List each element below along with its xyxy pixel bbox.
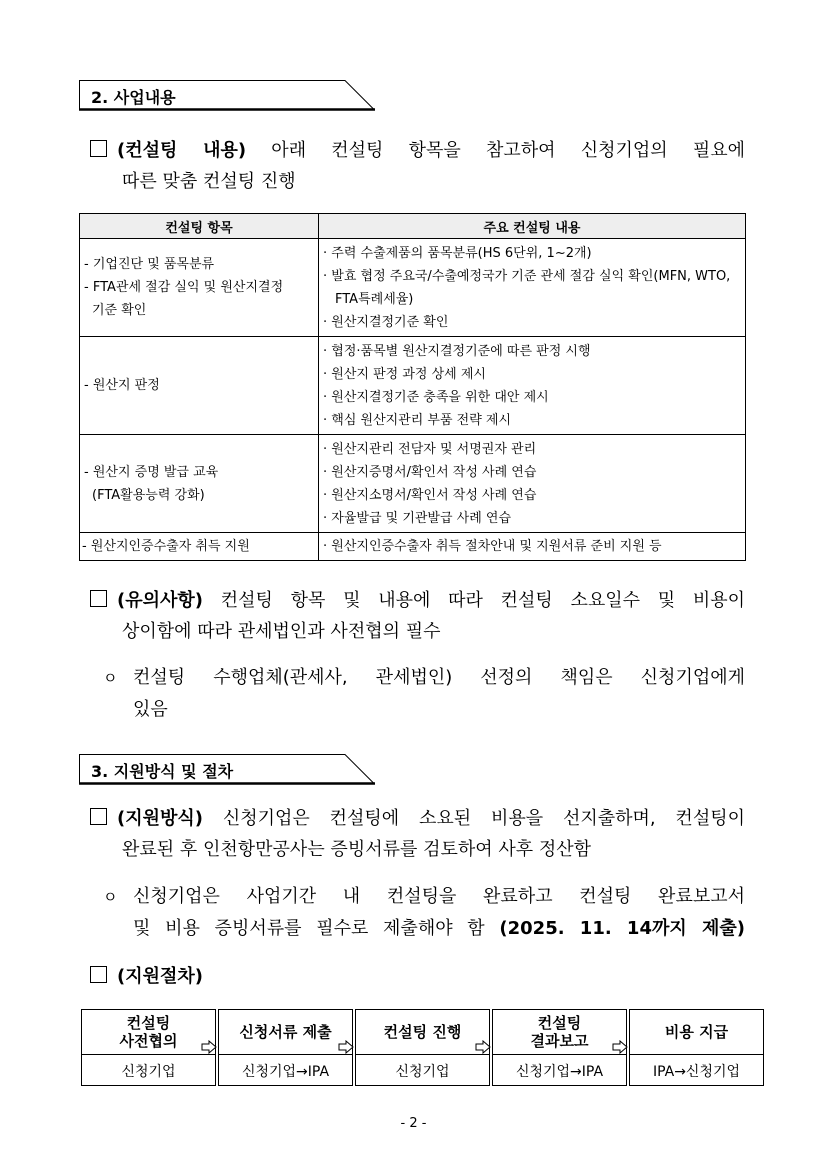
flow-step [218,1009,353,1086]
section-2-header [79,80,375,110]
notice-paragraph [90,585,745,647]
section-3-title: 3. 지원방식 및 절차 [91,762,234,781]
table-row [80,533,746,561]
checkbox-square-icon [90,590,107,607]
page-number: - 2 - [400,1116,427,1131]
detail-line: · 자율발급 및 기관발급 사례 연습 [323,510,512,526]
consult-label: (컨설팅 내용) [117,140,247,161]
section-2-title: 2. 사업내용 [91,88,176,107]
table-row [80,239,746,337]
flow-arrow-icon [338,1040,354,1054]
method-sub-line-1 [103,881,745,913]
item-line: - 원산지 증명 발급 교육 [84,464,219,480]
consult-line-2: 따른 맞춤 컨설팅 진행 [122,171,296,192]
method-sub-text-2: 및 비용 증빙서류를 필수로 제출해야 함 [133,918,500,939]
item-line: (FTA활용능력 강화) [92,487,205,503]
detail-line: · 핵심 원산지관리 부품 전략 제시 [323,412,512,428]
item-line: - 원산지 판정 [84,378,160,393]
method-text-1: 신청기업은 컨설팅에 소요된 비용을 선지출하며, 컨설팅이 [203,808,745,829]
detail-line: · 원산지결정기준 확인 [323,314,449,330]
notice-sub-line-2: 있음 [133,699,168,720]
section-3-header [79,754,375,784]
deadline-text: (2025. 11. 14까지 제출) [499,918,745,939]
table-cell-item [80,239,319,337]
procedure-line [90,961,745,992]
notice-label: (유의사항) [117,590,204,611]
flow-step-actor: 신청기업→IPA [241,1064,330,1080]
notice-sub-text-1: 컨설팅 수행업체(관세사, 관세법인) 선정의 책임은 신청기업에게 [133,667,745,688]
detail-line: · 발효 협정 주요국/수출예정국가 기준 관세 절감 실익 확인(MFN, WTO, FTA특례세율) [323,268,731,307]
circle-bullet-icon: ㅇ [103,669,118,687]
table-header-row [80,214,746,239]
item-line: - FTA관세 절감 실익 및 원산지결정 [84,280,284,295]
flow-step-title: 컨설팅 사전협의 [82,1010,215,1055]
table-cell-detail [319,533,746,561]
flow-step-title: 컨설팅 진행 [356,1010,489,1055]
notice-text-1: 컨설팅 항목 및 내용에 따라 컨설팅 소요일수 및 비용이 [203,590,745,611]
detail-line: · 원산지 판정 과정 상세 제시 [323,366,486,382]
consulting-table [79,213,746,561]
circle-bullet-icon: ㅇ [103,888,118,906]
consult-paragraph [90,135,745,197]
flow-step [355,1009,490,1086]
consult-line-1 [90,135,745,166]
notice-line-1 [90,585,745,616]
flow-step [629,1009,764,1086]
flow-arrow-icon [201,1040,217,1054]
table-row [80,337,746,435]
flow-step-actor: 신청기업→IPA [515,1064,604,1080]
method-paragraph [90,803,745,865]
notice-sub-line-1 [103,662,745,694]
method-sub-paragraph [103,881,745,944]
detail-line: · 원산지인증수출자 취득 절차안내 및 지원서류 준비 지원 등 [323,539,662,554]
method-label: (지원방식) [117,808,204,829]
detail-line: · 원산지소명서/확인서 작성 사례 연습 [323,487,537,503]
table-cell-detail [319,435,746,533]
procedure-paragraph [90,961,745,992]
detail-line: · 원산지관리 전담자 및 서명권자 관리 [323,441,537,457]
method-sub-text-1: 신청기업은 사업기간 내 컨설팅을 완료하고 컨설팅 완료보고서 [133,886,745,907]
procedure-flow [81,1009,747,1087]
consult-text-1: 아래 컨설팅 항목을 참고하여 신청기업의 필요에 [246,140,745,161]
detail-line: · 협정·품목별 원산지결정기준에 따른 판정 시행 [323,343,591,359]
table-row [80,435,746,533]
flow-step-title: 비용 지급 [630,1010,763,1055]
detail-line: · 원산지증명서/확인서 작성 사례 연습 [323,464,537,480]
flow-arrow-icon [612,1040,628,1054]
flow-step [81,1009,216,1086]
procedure-label: (지원절차) [117,966,204,987]
method-line-2: 완료된 후 인천항만공사는 증빙서류를 검토하여 사후 정산함 [122,839,592,860]
item-line: 기준 확인 [92,303,147,318]
flow-arrow-icon [475,1040,491,1054]
detail-line: · 원산지결정기준 충족을 위한 대안 제시 [323,389,549,405]
table-cell-detail [319,337,746,435]
notice-sub-paragraph [103,662,745,725]
detail-line: · 주력 수출제품의 품목분류(HS 6단위, 1~2개) [323,245,592,261]
flow-step-actor: 신청기업 [395,1064,450,1080]
table-header-content: 주요 컨설팅 내용 [319,214,746,239]
method-sub-line-2 [103,913,745,944]
table-cell-item [80,337,319,435]
table-cell-item [80,533,319,561]
flow-step [492,1009,627,1086]
flow-step-title: 컨설팅 결과보고 [493,1010,626,1055]
item-line: - 기업진단 및 품목분류 [84,257,215,272]
flow-step-actor: 신청기업 [121,1064,176,1080]
flow-step-actor: IPA→신청기업 [652,1064,741,1080]
table-cell-item [80,435,319,533]
table-cell-detail [319,239,746,337]
checkbox-square-icon [90,140,107,157]
item-line: - 원산지인증수출자 취득 지원 [82,539,250,554]
flow-step-title: 신청서류 제출 [219,1010,352,1055]
table-header-item: 컨설팅 항목 [80,214,319,239]
method-line-1 [90,803,745,834]
checkbox-square-icon [90,808,107,825]
checkbox-square-icon [90,966,107,983]
notice-line-2: 상이함에 따라 관세법인과 사전협의 필수 [122,621,441,642]
